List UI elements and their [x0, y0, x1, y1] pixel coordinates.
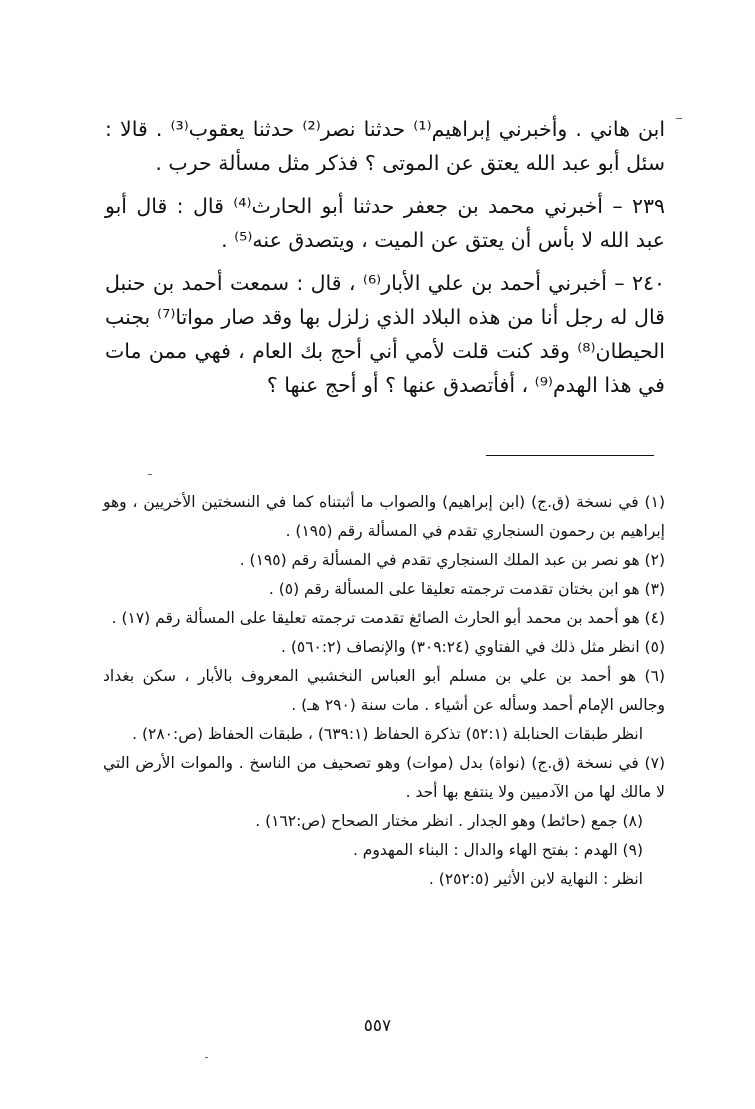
- footnote-6-references: انظر طبقات الحنابلة (٥٢:١) تذكرة الحفاظ (٦٣٩:١) ، طبقات الحفاظ (ص:٢٨٠) .: [132, 725, 643, 743]
- footnote-6: (٦) هو أحمد بن علي بن مسلم أبو العباس النخشبي المعروف بالأبار ، سكن بغداد وجالس الإمام أحمد وسأله عن أشياء . مات سنة (٢٩٠ هـ) .: [103, 667, 665, 714]
- page-number: ٥٥٧: [363, 1016, 392, 1036]
- footnote-1: (١) في نسخة (ق.ج) (ابن إبراهيم) والصواب ما أثبتناه كما في النسختين الأخريين ، وهو إبراهيم بن رحمون السنجاري تقدم في المسألة رقم (١٩٥) .: [103, 493, 665, 540]
- footnote-8: (٨) جمع (حائط) وهو الجدار . انظر مختار الصحاح (ص:١٦٢) .: [255, 812, 643, 830]
- scan-speck: [205, 1057, 208, 1058]
- footnote-5: (٥) انظر مثل ذلك في الفتاوي (٣٠٩:٢٤) والإنصاف (٥٦٠:٢) .: [281, 638, 665, 656]
- footnote-3: (٣) هو ابن بختان تقدمت ترجمته تعليقا على المسألة رقم (٥) .: [268, 580, 665, 598]
- scan-speck: [676, 118, 682, 119]
- footnote-9-reference: انظر : النهاية لابن الأثير (٢٥٢:٥) .: [428, 870, 643, 888]
- main-text: [105, 112, 665, 411]
- paragraph-239: ٢٣٩ – أخبرني محمد بن جعفر حدثنا أبو الحارث⁽⁴⁾ قال : قال أبو عبد الله لا بأس أن يعتق عن الميت ، ويتصدق عنه⁽⁵⁾ .: [105, 194, 665, 252]
- paragraph-238: ابن هاني . وأخبرني إبراهيم⁽¹⁾ حدثنا نصر⁽²⁾ حدثنا يعقوب⁽³⁾ . قالا : سئل أبو عبد الله يعتق عن الموتى ؟ فذكر مثل مسألة حرب .: [105, 117, 666, 175]
- footnote-separator: [486, 455, 654, 456]
- footnote-2: (٢) هو نصر بن عبد الملك السنجاري تقدم في المسألة رقم (١٩٥) .: [239, 551, 665, 569]
- footnotes: [103, 488, 665, 894]
- footnote-7: (٧) في نسخة (ق.ج) (نواة) بدل (موات) وهو تصحيف من الناسخ . والموات الأرض التي لا مالك لها من الآدميين ولا ينتفع بها أحد .: [103, 754, 665, 801]
- footnote-9: (٩) الهدم : بفتح الهاء والدال : البناء المهدوم .: [352, 841, 643, 859]
- scan-speck: [148, 474, 152, 475]
- paragraph-240: ٢٤٠ – أخبرني أحمد بن علي الأبار⁽⁶⁾ ، قال : سمعت أحمد بن حنبل قال له رجل أنا من هذه البلاد الذي زلزل بها وقد صار مواتا⁽⁷⁾ بجنب الحيطان⁽⁸⁾ وقد كنت قلت لأمي أني أحج بك العام ، فهي ممن مات في هذا الهدم⁽⁹⁾ ، أفأتصدق عنها ؟ أو أحج عنها ؟: [105, 271, 665, 397]
- footnote-4: (٤) هو أحمد بن محمد أبو الحارث الصائغ تقدمت ترجمته تعليقا على المسألة رقم (١٧) .: [111, 609, 665, 627]
